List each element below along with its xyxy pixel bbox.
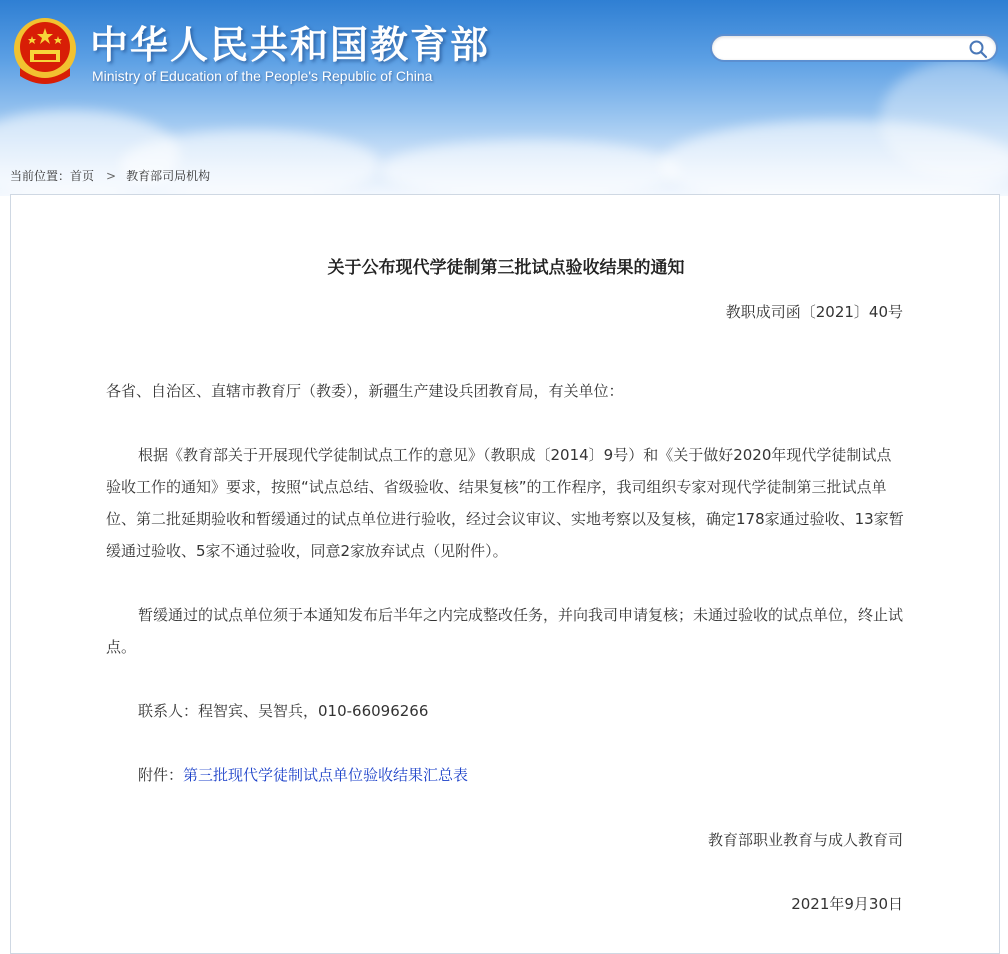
attachment-label: 附件： [138,766,184,784]
national-emblem-icon [12,16,78,86]
site-header [0,0,1008,196]
chevron-right-icon: > [106,169,117,183]
signature: 教育部职业教育与成人教育司 [707,831,903,849]
breadcrumb-label: 当前位置： [10,169,71,183]
breadcrumb-section-link[interactable]: 教育部司局机构 [126,169,211,183]
site-subtitle: Ministry of Education of the People's Republic of China [92,68,433,84]
salutation: 各省、自治区、直辖市教育厅（教委），新疆生产建设兵团教育局，有关单位： [106,382,624,400]
search-input[interactable] [722,38,966,60]
attachment-link[interactable]: 第三批现代学徒制试点单位验收结果汇总表 [183,766,469,784]
search-box[interactable] [710,34,998,62]
contact-info: 联系人：程智宾、吴智兵，010-66096266 [138,702,429,720]
paragraph-1: 根据《教育部关于开展现代学徒制试点工作的意见》（教职成〔2014〕9号）和《关于做好2020年现代学徒制试点验收工作的通知》要求，按照“试点总结、省级验收、结果复核”的工作程序，我司组织专家对现代学徒制第三批试点单位、第二批延期验收和暂缓通过的试点单位进行验收，经过会议审议、实地考察以及复核，确定178家通过验收、13家暂缓通过验收、5家不通过验收，同意2家放弃试点（见附件）。 [106,446,904,560]
breadcrumb [10,167,210,184]
breadcrumb-home-link[interactable]: 首页 [70,169,95,183]
document-number: 教职成司函〔2021〕40号 [725,303,903,321]
paragraph-2: 暂缓通过的试点单位须于本通知发布后半年之内完成整改任务，并向我司申请复核；未通过验收的试点单位，终止试点。 [106,606,904,656]
date: 2021年9月30日 [791,895,903,913]
site-title: 中华人民共和国教育部 [90,23,491,67]
search-icon[interactable] [968,39,988,59]
attachment [106,759,906,791]
article-container [10,194,1000,954]
article-title: 关于公布现代学徒制第三批试点验收结果的通知 [327,258,685,278]
